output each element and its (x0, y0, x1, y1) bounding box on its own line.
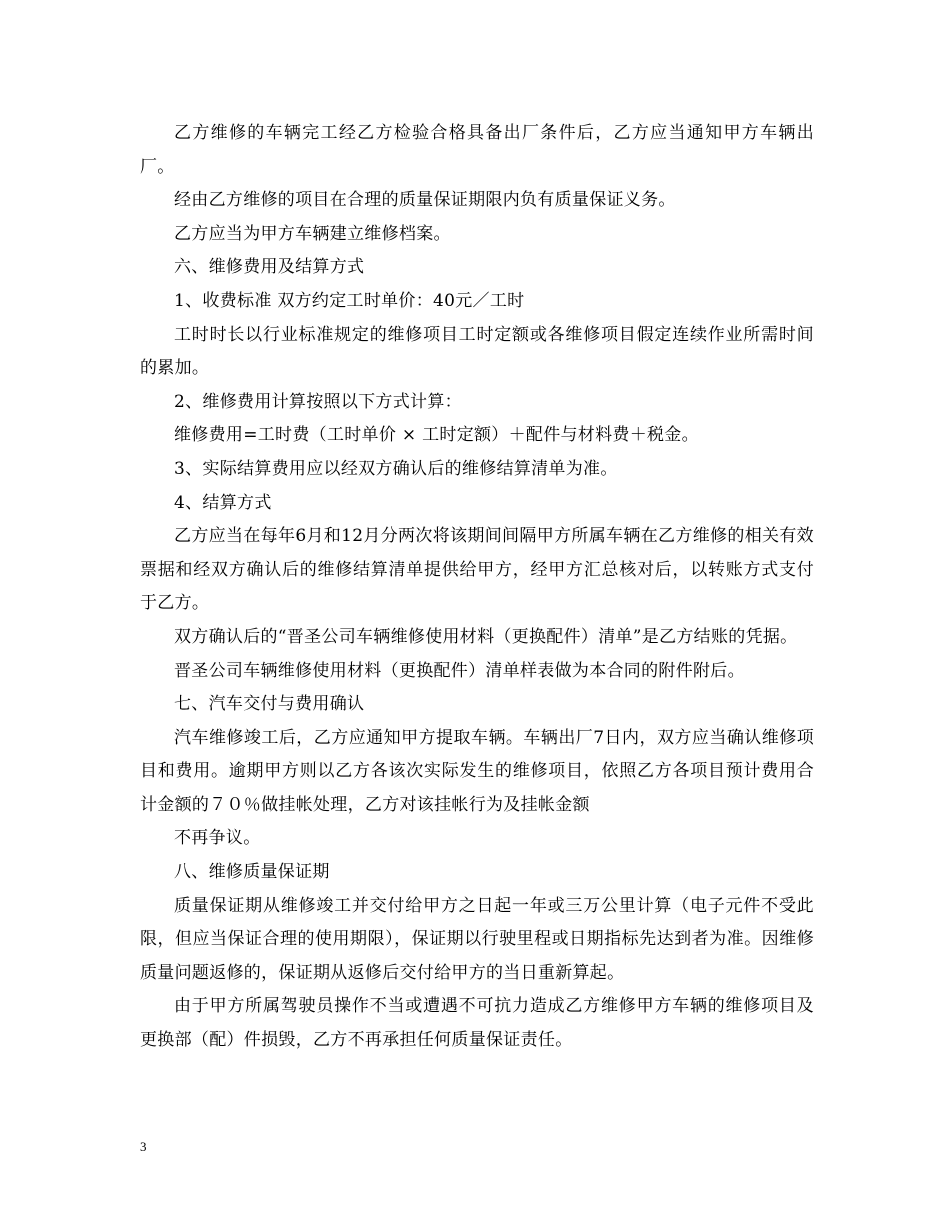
paragraph: 乙方维修的车辆完工经乙方检验合格具备出厂条件后，乙方应当通知甲方车辆出厂。 (140, 123, 814, 177)
paragraph: 双方确认后的“晋圣公司车辆维修使用材料（更换配件）清单”是乙方结账的凭据。 (174, 626, 798, 647)
paragraph: 乙方应当为甲方车辆建立维修档案。 (174, 223, 451, 244)
page-number: 3 (140, 1139, 147, 1154)
paragraph: 晋圣公司车辆维修使用材料（更换配件）清单样表做为本合同的附件附后。 (174, 660, 745, 681)
document-body (140, 117, 814, 1058)
paragraph: 4、结算方式 (174, 492, 272, 513)
paragraph: 经由乙方维修的项目在合理的质量保证期限内负有质量保证义务。 (174, 190, 676, 211)
paragraph: 3、实际结算费用应以经双方确认后的维修结算清单为准。 (174, 458, 618, 479)
paragraph: 乙方应当在每年6月和12月分两次将该期间间隔甲方所属车辆在乙方维修的相关有效票据和经双方确认后的维修结算清单提供给甲方，经甲方汇总核对后，以转账方式支付于乙方。 (140, 526, 814, 614)
paragraph: 汽车维修竣工后，乙方应通知甲方提取车辆。车辆出厂7日内，双方应当确认维修项目和费用。逾期甲方则以乙方各该次实际发生的维修项目，依照乙方各项目预计费用合计金额的７０％做挂帐处理，乙方对该挂帐行为及挂帐金额 (140, 727, 814, 815)
paragraph: 维修费用=工时费（工时单价 × 工时定额）＋配件与材料费＋税金。 (174, 425, 699, 446)
paragraph: 质量保证期从维修竣工并交付给甲方之日起一年或三万公里计算（电子元件不受此限，但应当保证合理的使用期限），保证期以行驶里程或日期指标先达到者为准。因维修质量问题返修的，保证期从返修后交付给甲方的当日重新算起。 (140, 895, 814, 983)
section-heading: 七、汽车交付与费用确认 (174, 694, 365, 715)
paragraph: 2、维修费用计算按照以下方式计算： (174, 391, 462, 412)
section-heading: 八、维修质量保证期 (174, 862, 330, 883)
paragraph: 工时时长以行业标准规定的维修项目工时定额或各维修项目假定连续作业所需时间的累加。 (140, 324, 814, 379)
section-heading: 六、维修费用及结算方式 (174, 257, 365, 278)
paragraph: 不再争议。 (174, 828, 261, 849)
paragraph: 由于甲方所属驾驶员操作不当或遭遇不可抗力造成乙方维修甲方车辆的维修项目及更换部（配）件损毁，乙方不再承担任何质量保证责任。 (140, 996, 814, 1051)
paragraph: 1、收费标准 双方约定工时单价：40元／工时 (174, 290, 525, 311)
